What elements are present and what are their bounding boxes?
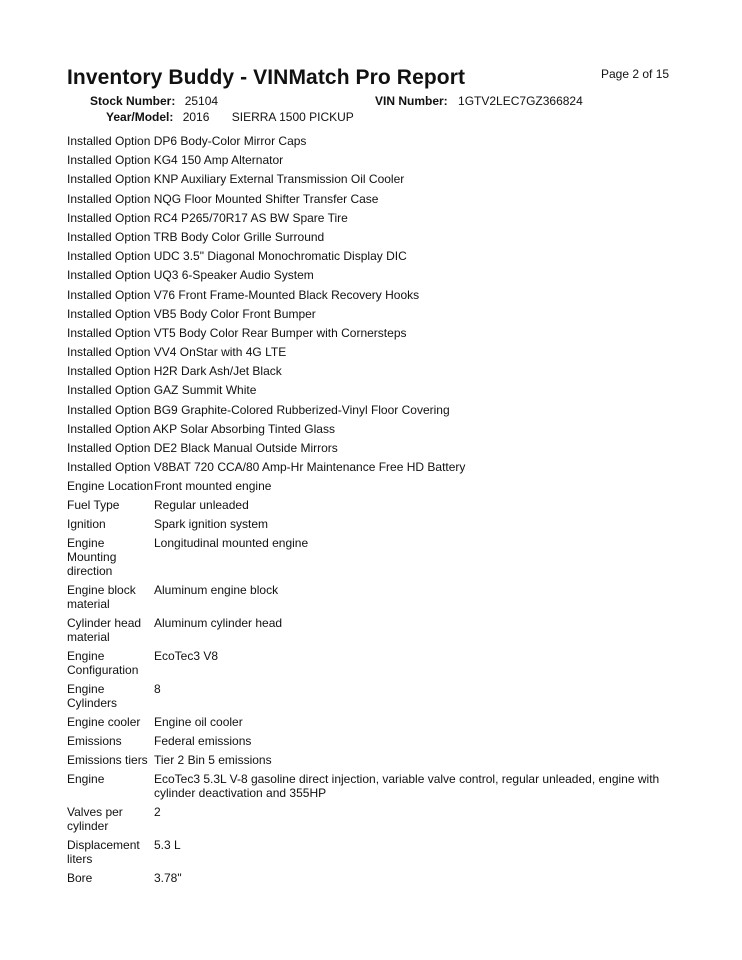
spec-label: Bore xyxy=(67,871,93,886)
spec-value: Engine oil cooler xyxy=(154,715,243,730)
spec-value: Longitudinal mounted engine xyxy=(154,536,309,551)
spec-value: Aluminum cylinder head xyxy=(154,616,283,631)
spec-row xyxy=(67,734,677,753)
installed-option-item: Installed Option KG4 150 Amp Alternator xyxy=(67,153,284,168)
spec-value: EcoTec3 V8 xyxy=(154,649,219,664)
spec-label: Ignition xyxy=(67,517,106,532)
spec-value: Front mounted engine xyxy=(154,479,272,494)
installed-option-item: Installed Option KNP Auxiliary External Transmission Oil Cooler xyxy=(67,172,405,187)
spec-row xyxy=(67,805,677,838)
installed-option-item: Installed Option DP6 Body-Color Mirror Caps xyxy=(67,134,307,148)
installed-options-list xyxy=(67,134,677,479)
installed-option-item: Installed Option DE2 Black Manual Outside Mirrors xyxy=(67,441,338,455)
vin-label: VIN Number: xyxy=(375,94,448,108)
installed-option-item: Installed Option RC4 P265/70R17 AS BW Spare Tire xyxy=(67,210,348,225)
spec-row xyxy=(67,715,677,734)
spec-label: Emissions xyxy=(67,734,122,749)
model-value: SIERRA 1500 PICKUP xyxy=(231,110,354,124)
spec-value: Federal emissions xyxy=(154,734,252,749)
spec-row xyxy=(67,583,677,616)
installed-option-item: Installed Option TRB Body Color Grille Surround xyxy=(67,229,325,244)
spec-label: Emissions tiers xyxy=(67,753,148,768)
spec-label: Cylinder head material xyxy=(67,616,142,645)
stock-number-value: 25104 xyxy=(184,94,219,108)
stock-number-row xyxy=(90,94,218,108)
spec-value: 3.78" xyxy=(154,871,182,886)
spec-label: Engine block material xyxy=(67,583,136,612)
spec-row xyxy=(67,838,677,871)
spec-label: Fuel Type xyxy=(67,498,120,513)
installed-option-item: Installed Option BG9 Graphite-Colored Rubberized-Vinyl Floor Covering xyxy=(67,402,450,417)
report-title: Inventory Buddy - VINMatch Pro Report xyxy=(67,66,466,89)
spec-row xyxy=(67,772,677,805)
installed-option-item: Installed Option V76 Front Frame-Mounted Black Recovery Hooks xyxy=(67,287,420,302)
vin-value: 1GTV2LEC7GZ366824 xyxy=(458,94,583,108)
stock-number-label: Stock Number: xyxy=(90,94,176,108)
specs-list xyxy=(67,479,677,890)
spec-row xyxy=(67,616,677,649)
spec-row xyxy=(67,649,677,682)
spec-value: 2 xyxy=(154,805,161,820)
installed-option-item: Installed Option AKP Solar Absorbing Tinted Glass xyxy=(67,421,335,436)
spec-row xyxy=(67,479,677,498)
year-value: 2016 xyxy=(182,110,210,124)
spec-label: Engine cooler xyxy=(67,715,141,730)
spec-value: Aluminum engine block xyxy=(154,583,279,598)
spec-label: Engine Location xyxy=(67,479,154,494)
spec-value: Tier 2 Bin 5 emissions xyxy=(154,753,272,768)
spec-value: 8 xyxy=(154,682,161,697)
installed-option-item: Installed Option H2R Dark Ash/Jet Black xyxy=(67,364,282,379)
spec-label: Engine Cylinders xyxy=(67,682,118,711)
installed-option-item: Installed Option VV4 OnStar with 4G LTE xyxy=(67,345,287,360)
spec-label: Valves per cylinder xyxy=(67,805,123,834)
year-model-row xyxy=(106,110,354,124)
year-model-label: Year/Model: xyxy=(106,110,174,124)
vin-row xyxy=(375,94,583,108)
installed-option-item: Installed Option NQG Floor Mounted Shifter Transfer Case xyxy=(67,191,379,206)
spec-label: Displacement liters xyxy=(67,838,140,867)
spec-row xyxy=(67,517,677,536)
spec-value: 5.3 L xyxy=(154,838,181,853)
spec-row xyxy=(67,536,677,583)
installed-option-item: Installed Option VB5 Body Color Front Bumper xyxy=(67,306,316,321)
report-content xyxy=(67,134,677,890)
spec-row xyxy=(67,753,677,772)
spec-row xyxy=(67,682,677,715)
spec-value: Regular unleaded xyxy=(154,498,249,513)
installed-option-item: Installed Option UDC 3.5" Diagonal Monochromatic Display DIC xyxy=(67,249,407,264)
spec-label: Engine Configuration xyxy=(67,649,139,678)
installed-option-item: Installed Option UQ3 6-Speaker Audio System xyxy=(67,268,314,283)
installed-option-item: Installed Option GAZ Summit White xyxy=(67,383,257,398)
spec-value: Spark ignition system xyxy=(154,517,269,532)
spec-row xyxy=(67,871,677,890)
page-number: Page 2 of 15 xyxy=(601,67,670,81)
installed-option-item: Installed Option VT5 Body Color Rear Bumper with Cornersteps xyxy=(67,325,407,340)
spec-label: Engine Mounting direction xyxy=(67,536,117,579)
installed-option-item: Installed Option V8BAT 720 CCA/80 Amp-Hr Maintenance Free HD Battery xyxy=(67,460,466,475)
spec-row xyxy=(67,498,677,517)
spec-label: Engine xyxy=(67,772,105,787)
spec-value: EcoTec3 5.3L V-8 gasoline direct injection, variable valve control, regular unleaded, engine with cylinder deactivation and 355HP xyxy=(154,772,660,801)
